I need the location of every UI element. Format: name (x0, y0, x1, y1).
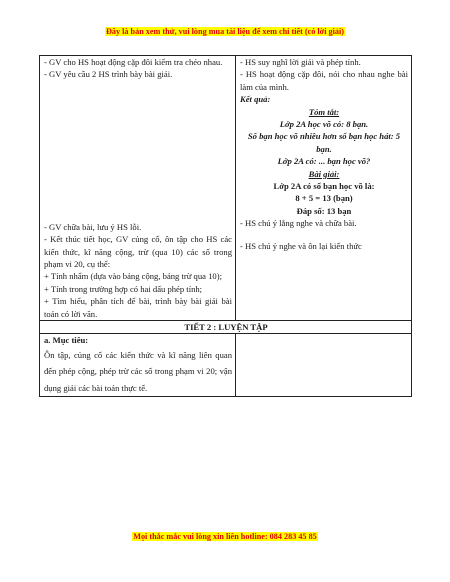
hotline-banner (0, 532, 450, 541)
teacher-step-6: + Tính trong trường hợp có hai dấu phép tính; (44, 283, 203, 294)
section-title: TIẾT 2 : LUYỆN TẬP (40, 321, 412, 334)
teacher-step-3: - GV chữa bài, lưu ý HS lỗi. (44, 221, 142, 232)
objectives-empty-cell (236, 334, 412, 397)
result-label: Kết quả: (240, 94, 271, 105)
objectives-cell (40, 334, 236, 397)
objectives-row (40, 334, 412, 397)
teacher-step-5: + Tính nhẩm (dựa vào bảng cộng, bảng trừ qua 10); (44, 271, 222, 282)
teacher-step-7: + Tìm hiểu, phân tích để bài, trình bày bài giải bài toán có lời văn. (44, 296, 232, 319)
section-header-row (40, 321, 412, 334)
activity-row (40, 56, 412, 321)
summary-line-3: Lớp 2A có: ... bạn học võ? (277, 156, 371, 167)
summary-line-1: Lớp 2A học võ có: 8 bạn. (279, 119, 369, 130)
solution-line-2: 8 + 5 = 13 (bạn) (295, 193, 353, 204)
preview-banner-text: Đây là bản xem thử, vui lòng mua tài liệu để xem chi tiết (có lời giải) (105, 27, 344, 36)
student-step-2: - HS hoạt động cặp đôi, nói cho nhau nghe bài làm của mình. (240, 69, 408, 92)
lesson-table (39, 55, 412, 397)
student-step-4: - HS chú ý nghe và ôn lại kiến thức (240, 240, 362, 251)
summary-line-2: Số bạn học võ nhiều hơn số bạn học hát: 5 bạn. (247, 131, 401, 154)
objectives-heading: a. Mục tiêu: (44, 335, 89, 346)
student-step-1: - HS suy nghĩ lời giải và phép tính. (240, 57, 361, 67)
student-step-3: - HS chú ý lắng nghe và chữa bài. (240, 218, 357, 229)
student-activity-cell (236, 56, 412, 321)
solution-line-3: Đáp số: 13 bạn (296, 205, 352, 216)
spacer (44, 81, 232, 221)
solution-title: Bài giải: (308, 168, 340, 179)
summary-title: Tóm tắt: (308, 106, 340, 117)
preview-banner (0, 27, 450, 36)
teacher-activity-cell (40, 56, 236, 321)
hotline-banner-text: Mọi thắc mắc vui lòng xin liên hotline: 084 283 45 85 (133, 532, 317, 541)
solution-line-1: Lớp 2A có số bạn học võ là: (273, 181, 375, 192)
spacer (240, 230, 408, 240)
objectives-text: Ôn tập, củng cố các kiến thức và kĩ năng liên quan đến phép cộng, phép trừ các số trong phạm vi 20; vận dụng giải các bài toán thực tế. (44, 349, 232, 393)
teacher-step-2: - GV yêu cầu 2 HS trình bày bài giải. (44, 69, 173, 80)
teacher-step-4: - Kết thúc tiết học, GV củng cố, ôn tập cho HS các kiến thức, kĩ năng cộng, trừ (qua 10) các số trong phạm vi 20, cụ thể: (44, 234, 232, 270)
teacher-step-1: - GV cho HS hoạt động cặp đôi kiểm tra chéo nhau. (44, 57, 223, 67)
